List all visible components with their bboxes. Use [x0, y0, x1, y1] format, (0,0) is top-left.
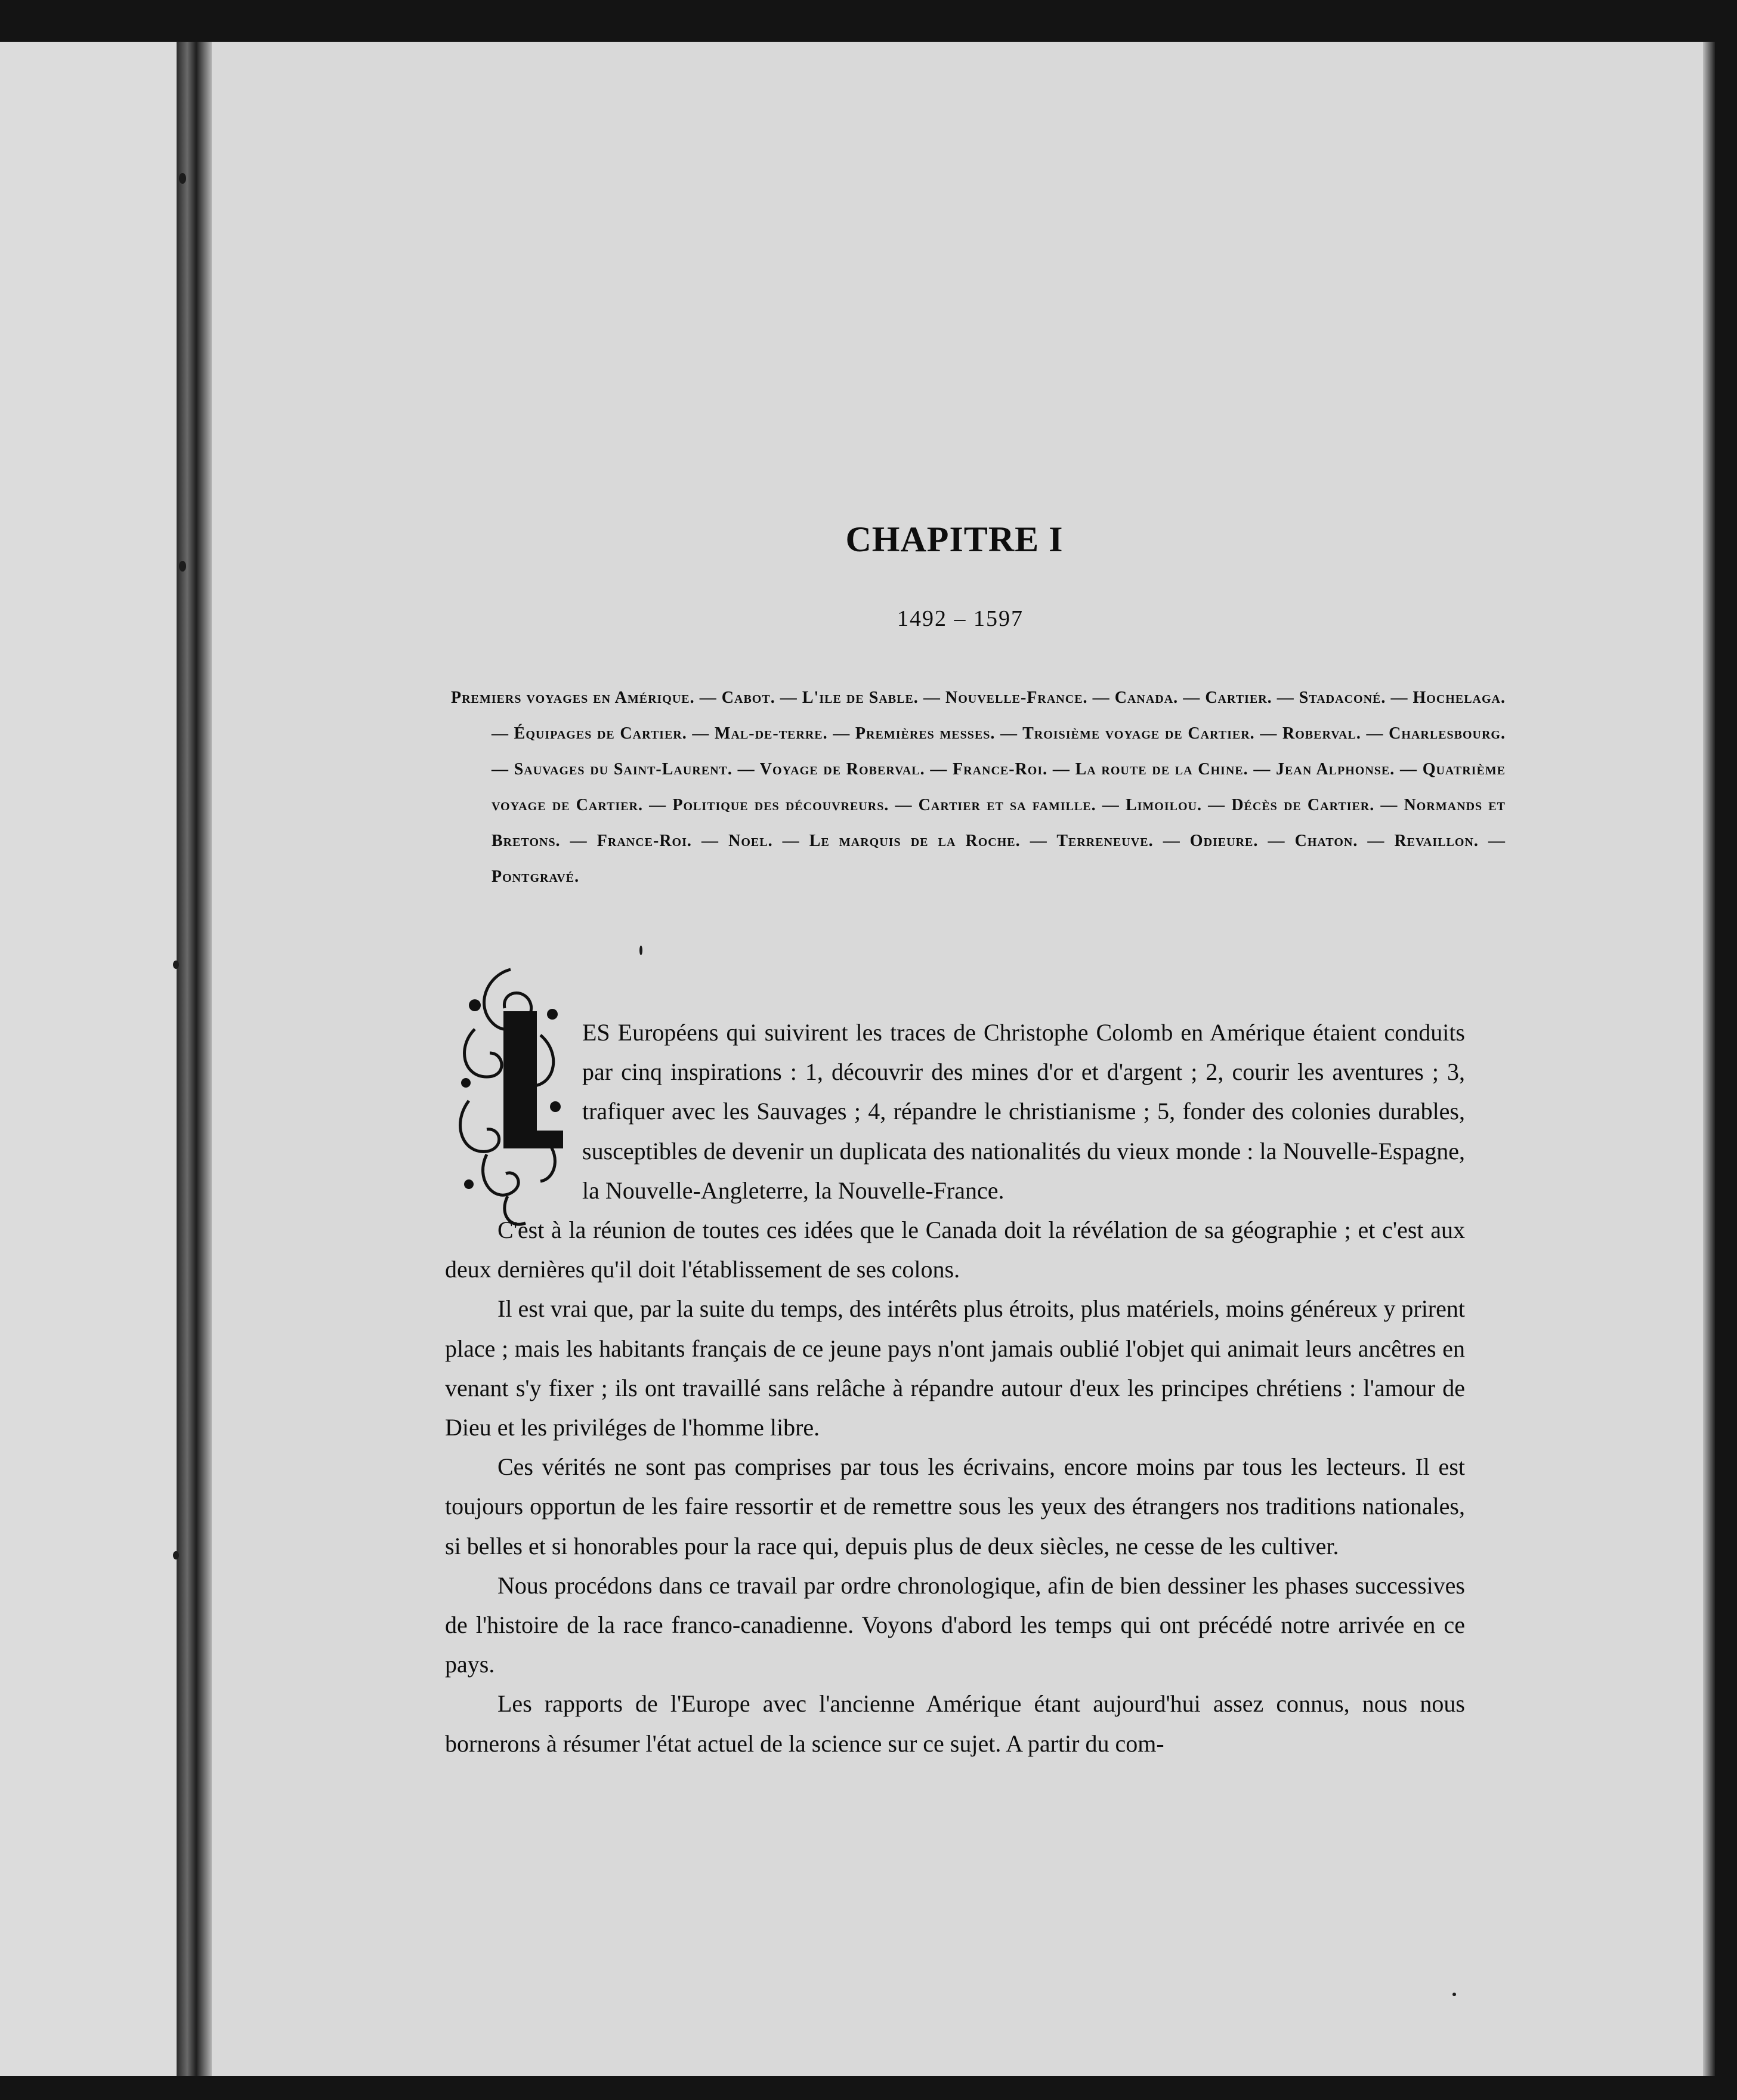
paragraph: Il est vrai que, par la suite du temps, des intérêts plus étroits, plus matériels, moins généreux y prirent place ; mais les habitants français de ce jeune pays n'ont jamais oublié l'objet qui animait leurs ancêtres en venant s'y fixer ; ils ont travaillé sans relâche à répandre autour d'eux les principes chrétiens : l'amour de Dieu et les priviléges de l'homme libre. [445, 1295, 1465, 1441]
chapter-title: CHAPITRE I [845, 520, 1064, 559]
paragraph: Nous procédons dans ce travail par ordre chronologique, afin de bien dessiner les phases successives de l'histoire de la race franco-canadienne. Voyons d'abord les temps qui ont précédé notre arrivée en ce pays. [445, 1571, 1465, 1678]
chapter-dates: 1492 – 1597 [897, 606, 1024, 631]
paragraph: Ces vérités ne sont pas comprises par tous les écrivains, encore moins par tous les lecteurs. Il est toujours opportun de les faire ressortir et de remettre sous les yeux des étrangers nos traditions nationales, si belles et si honorables pour la race qui, depuis plus de deux siècles, ne cesse de les cultiver. [445, 1453, 1465, 1559]
paragraph: Les rapports de l'Europe avec l'ancienne Amérique étant aujourd'hui assez connus, nous nous bornerons à résumer l'état actuel de la science sur ce sujet. A partir du com- [445, 1690, 1465, 1757]
chapter-summary: Premiers voyages en Amérique. — Cabot. — L'ile de Sable. — Nouvelle-France. — Canada. — Cartier. — Stadaconé. — Hochelaga. — Équipages de Cartier. — Mal-de-terre. — Premières messes. — Troisième voyage de Cartier. — Roberval. — Charlesbourg. — Sauvages du Saint-Laurent. — Voyage de Roberval. — France-Roi. — La route de la Chine. — Jean Alphonse. — Quatrième voyage de Cartier. — Politique des découvreurs. — Cartier et sa famille. — Limoilou. — Décès de Cartier. — Normands et Bretons. — France-Roi. — Noel. — Le marquis de la Roche. — Terreneuve. — Odieure. — Chaton. — Revaillon. — Pontgravé. [451, 688, 1506, 886]
body-text [445, 1013, 1465, 1764]
paragraph: C'est à la réunion de toutes ces idées que le Canada doit la révélation de sa géographie ; et c'est aux deux dernières qu'il doit l'établissement de ses colons. [445, 1216, 1465, 1283]
paragraph: ES Européens qui suivirent les traces de Christophe Colomb en Amérique étaient conduits par cinq inspirations : 1, découvrir des mines d'or et d'argent ; 2, courir les aventures ; 3, trafiquer avec les Sauvages ; 4, répandre le christianisme ; 5, fonder des colonies durables, susceptibles de devenir un duplicata des nationalités du vieux monde : la Nouvelle-Espagne, la Nouvelle-Angleterre, la Nouvelle-France. [582, 1019, 1465, 1204]
